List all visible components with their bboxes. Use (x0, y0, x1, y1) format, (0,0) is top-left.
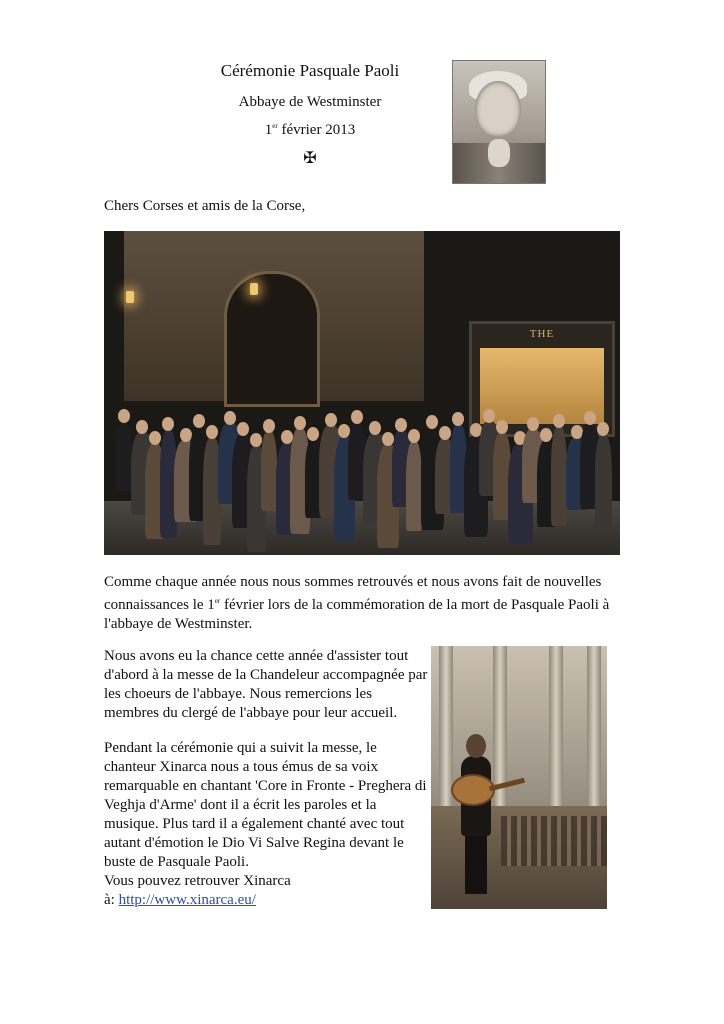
paragraph-intro-ordinal: er (214, 597, 221, 605)
date-day: 1 (264, 122, 273, 138)
street-lamp (250, 283, 258, 295)
pillar (439, 646, 453, 806)
crowd-person-head (408, 429, 420, 443)
crowd-person-head (496, 420, 508, 434)
crowd-person (406, 441, 422, 531)
crowd-person-head (149, 431, 161, 445)
crowd (114, 381, 614, 521)
xinarca-link[interactable]: http://www.xinarca.eu/ (118, 892, 256, 908)
paragraph-intro (104, 573, 624, 634)
crowd-person-head (193, 414, 205, 428)
portrait-image (452, 60, 546, 184)
singer-legs (465, 832, 487, 894)
crowd-person (595, 434, 612, 533)
cross-ornament-icon: ✠ (303, 150, 317, 167)
crowd-person-head (250, 433, 262, 447)
crowd-person-head (483, 409, 495, 423)
singer-photo (431, 646, 607, 909)
shop-sign: THE (529, 328, 555, 340)
paragraph-intro-start: Comme chaque année nous nous sommes retrouvés et nous avons fait de nouvelles connaissances le 1 (104, 574, 602, 613)
crowd-person-head (162, 417, 174, 431)
crowd-person-head (540, 428, 552, 442)
greeting-text: Chers Corses et amis de la Corse, (104, 198, 306, 214)
crowd-person (116, 421, 132, 491)
event-date (150, 122, 470, 139)
chairs (501, 816, 607, 866)
crowd-person-head (426, 415, 438, 429)
find-xinarca-text: Vous pouvez retrouver Xinarca (104, 873, 291, 889)
page-title: Cérémonie Pasquale Paoli (220, 61, 400, 80)
date-rest: février 2013 (277, 122, 356, 138)
lute (451, 774, 495, 806)
crowd-person-head (452, 412, 464, 426)
crowd-person-head (206, 425, 218, 439)
crowd-person-head (224, 411, 236, 425)
crowd-person-head (136, 420, 148, 434)
link-prefix: à: (104, 892, 119, 908)
portrait-cravat (488, 139, 510, 167)
pillar (587, 646, 601, 806)
crowd-person-head (118, 409, 130, 423)
date-ordinal: er (272, 122, 278, 130)
crowd-person-head (369, 421, 381, 435)
crowd-person-head (325, 413, 337, 427)
street-lamp (126, 291, 134, 303)
crowd-person-head (439, 426, 451, 440)
crowd-person-head (294, 416, 306, 430)
crowd-person-head (237, 422, 249, 436)
crowd-person-head (553, 414, 565, 428)
crowd-person-head (351, 410, 363, 424)
crowd-person-head (395, 418, 407, 432)
crowd-person-head (263, 419, 275, 433)
crowd-person (551, 426, 567, 526)
crowd-person-head (527, 417, 539, 431)
page-subtitle: Abbaye de Westminster (238, 94, 382, 110)
crowd-person-head (307, 427, 319, 441)
paragraph-ceremony-text: Pendant la cérémonie qui a suivit la messe, le chanteur Xinarca nous a tous émus de sa voix remarquable en chantant 'Core in Fronte - Preghera di Veghja d'Arme' dont il a écrit les paroles et la musique. Plus tard il a également chanté avec tout autant d'émotion le Dio Vi Salve Regina devant le buste de Pasquale Paoli. (104, 740, 427, 870)
pillar (549, 646, 563, 806)
crowd-person-head (584, 411, 596, 425)
paragraph-intro-end: février lors de la commémoration de la mort de Pasquale Paoli à l'abbaye de Westminster. (104, 597, 610, 632)
crowd-person (261, 431, 277, 511)
group-photo (104, 231, 620, 555)
paragraph-ceremony (104, 739, 429, 910)
crowd-person-head (597, 422, 609, 436)
paragraph-mass: Nous avons eu la chance cette année d'assister tout d'abord à la messe de la Chandeleur accompagnée par les choeurs de l'abbaye. Nous remercions les membres du clergé de l'abbaye pour leur accueil. (104, 648, 428, 721)
portrait-face (475, 81, 521, 137)
singer-head (466, 734, 486, 758)
